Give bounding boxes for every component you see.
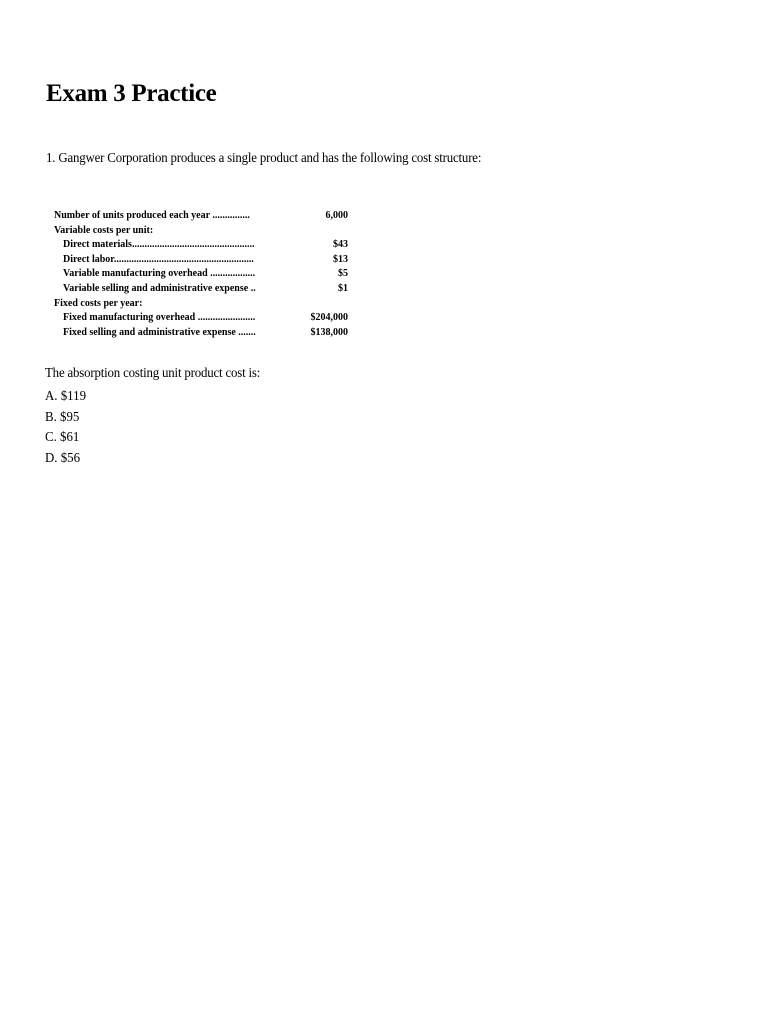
cost-row-units-produced	[54, 209, 350, 224]
answer-options	[45, 387, 86, 469]
cost-row-direct-labor	[54, 253, 350, 268]
cost-row-direct-materials	[54, 238, 350, 253]
question-prompt: The absorption costing unit product cost is:	[45, 366, 261, 381]
cost-label: Fixed manufacturing overhead .......................	[63, 312, 256, 324]
cost-value: $43	[333, 239, 348, 251]
cost-row-fixed-selling-admin	[54, 326, 350, 341]
cost-value: $13	[333, 253, 348, 265]
cost-label: Direct labor........................................................	[63, 253, 254, 265]
answer-option-a: A. $119	[45, 389, 87, 404]
cost-row-variable-heading	[54, 224, 350, 239]
cost-label: Fixed selling and administrative expense .......	[63, 326, 256, 338]
cost-value: $204,000	[310, 312, 348, 324]
cost-value: $138,000	[310, 326, 348, 338]
cost-label: Number of units produced each year ...............	[54, 210, 250, 221]
question-text: 1. Gangwer Corporation produces a single product and has the following cost structure:	[46, 151, 482, 166]
cost-row-variable-selling-admin	[54, 282, 350, 297]
cost-value: $1	[338, 282, 348, 294]
cost-row-fixed-overhead	[54, 311, 350, 326]
answer-option-b: B. $95	[45, 409, 80, 425]
answer-option-d: D. $56	[45, 450, 81, 466]
cost-label: Variable selling and administrative expense ..	[63, 282, 256, 294]
answer-option-c: C. $61	[45, 430, 80, 445]
page-title: Exam 3 Practice	[46, 80, 217, 107]
cost-row-fixed-heading	[54, 297, 350, 312]
cost-label: Variable manufacturing overhead ..................	[63, 268, 256, 280]
cost-value: $5	[338, 268, 348, 280]
cost-value: 6,000	[325, 210, 348, 221]
cost-row-variable-overhead	[54, 267, 350, 282]
cost-table	[54, 209, 350, 340]
cost-section-heading: Variable costs per unit:	[54, 224, 154, 236]
cost-label: Direct materials.................................................	[63, 239, 255, 251]
cost-section-heading: Fixed costs per year:	[54, 297, 143, 309]
